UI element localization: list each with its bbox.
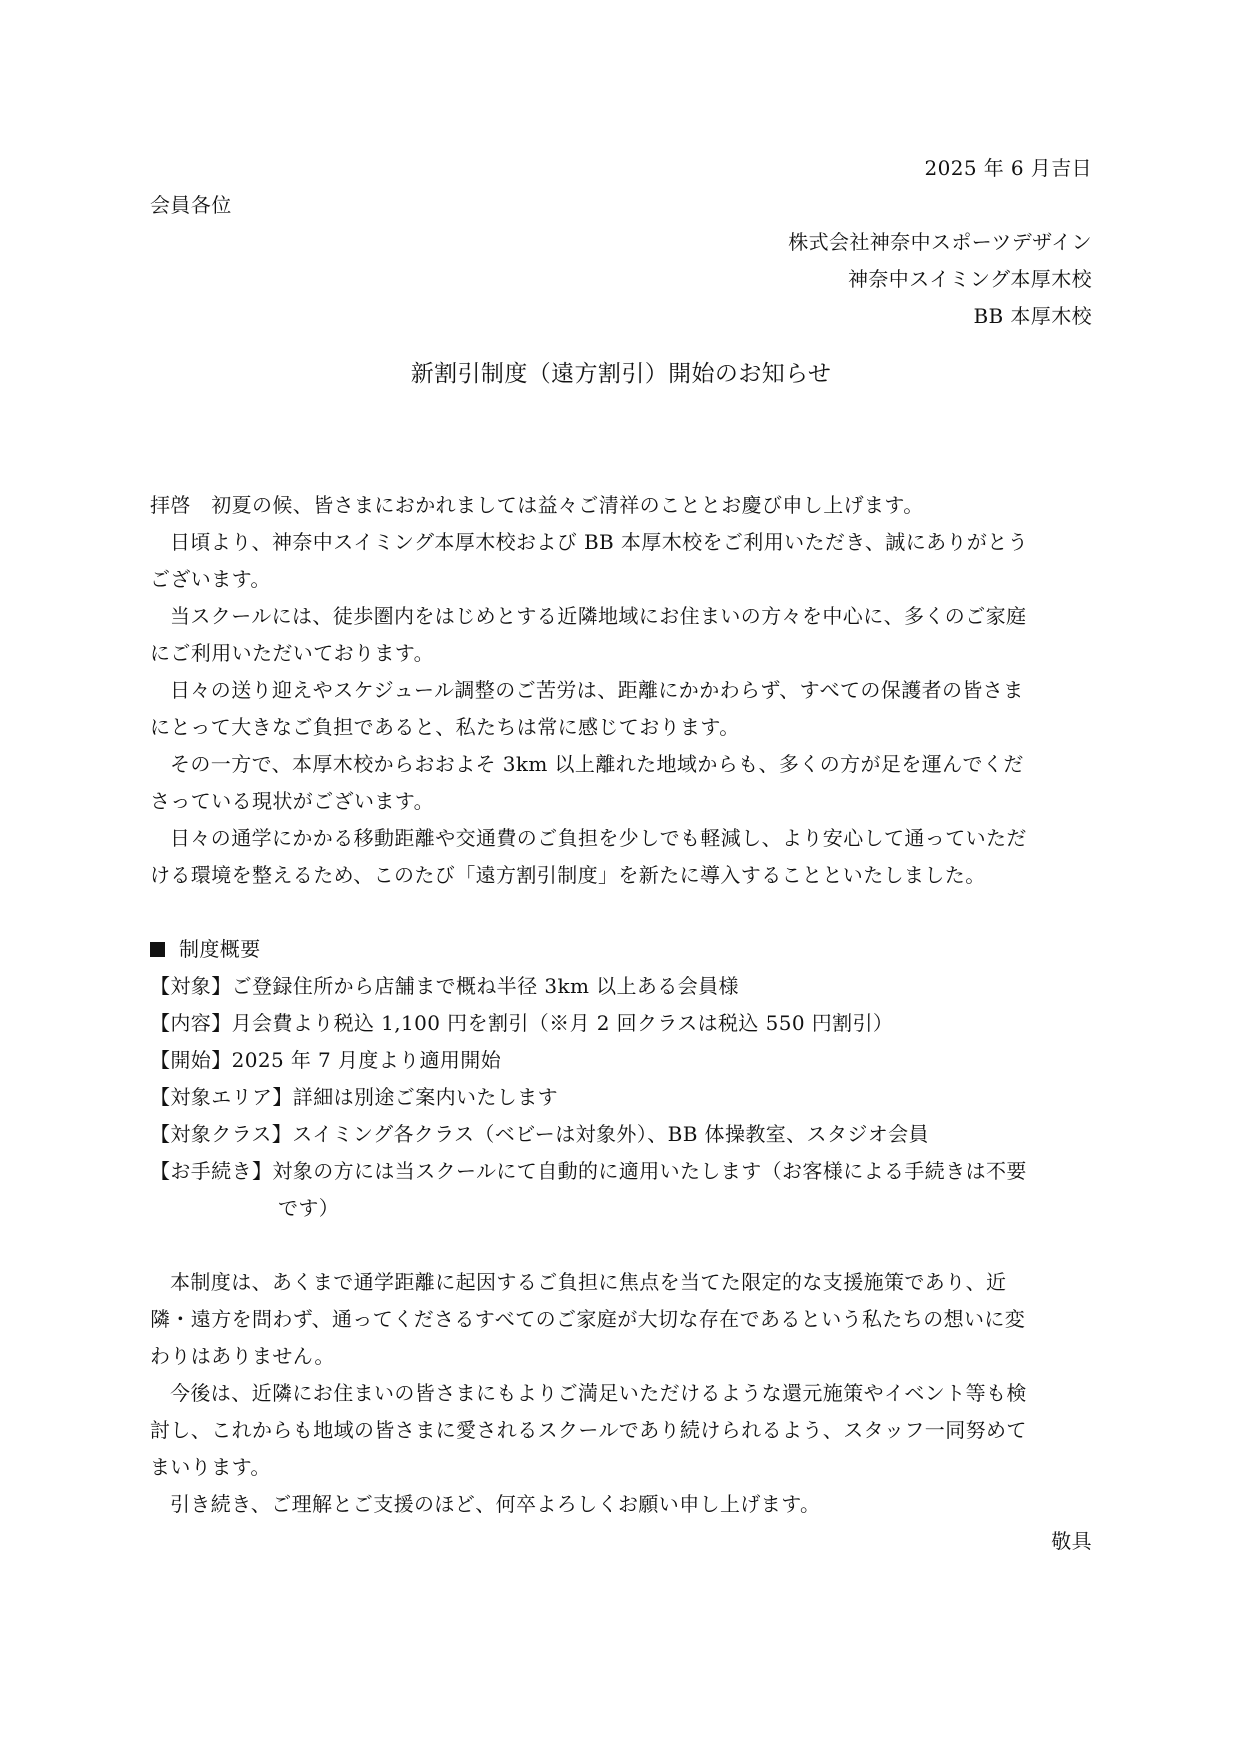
- closing-line: わりはありません。: [150, 1344, 335, 1368]
- overview-item: 【内容】月会費より税込 1,100 円を割引（※月 2 回クラスは税込 550 円割引）: [150, 1011, 894, 1035]
- closing-line: 討し、これからも地域の皆さまに愛されるスクールであり続けられるよう、スタッフ一同努めて: [150, 1418, 1027, 1442]
- intro-line: 当スクールには、徒歩圏内をはじめとする近隣地域にお住まいの方々を中心に、多くのご家庭: [170, 604, 1027, 628]
- closing-line: 引き続き、ご理解とご支援のほど、何卒よろしくお願い申し上げます。: [170, 1492, 821, 1516]
- sender-school-bb: BB 本厚木校: [973, 304, 1092, 328]
- intro-line: にご利用いただいております。: [150, 641, 434, 665]
- overview-item: 【対象】ご登録住所から店舗まで概ね半径 3km 以上ある会員様: [150, 974, 739, 998]
- closing-line: 隣・遠方を問わず、通ってくださるすべてのご家庭が大切な存在であるという私たちの想いに変: [150, 1307, 1026, 1331]
- intro-line: 日々の通学にかかる移動距離や交通費のご負担を少しでも軽減し、より安心して通っていただ: [170, 826, 1027, 850]
- overview-heading-text: 制度概要: [179, 937, 261, 961]
- intro-line: さっている現状がございます。: [150, 789, 434, 813]
- intro-line: その一方で、本厚木校からおおよそ 3km 以上離れた地域からも、多くの方が足を運んでくだ: [170, 752, 1024, 776]
- letter-page: [150, 0, 1092, 1755]
- intro-line: 拝啓 初夏の候、皆さまにおかれましては益々ご清祥のこととお慶び申し上げます。: [150, 493, 924, 517]
- intro-line: ける環境を整えるため、このたび「遠方割引制度」を新たに導入することといたしました。: [150, 863, 986, 887]
- sender-school-swimming: 神奈中スイミング本厚木校: [848, 267, 1092, 291]
- overview-item: 【開始】2025 年 7 月度より適用開始: [150, 1048, 502, 1072]
- overview-item-continuation: です）: [278, 1196, 340, 1220]
- closing-line: 本制度は、あくまで通学距離に起因するご負担に焦点を当てた限定的な支援施策であり、近: [170, 1270, 1007, 1294]
- closing-line: まいります。: [150, 1455, 271, 1479]
- sender-company: 株式会社神奈中スポーツデザイン: [788, 230, 1092, 254]
- intro-line: 日々の送り迎えやスケジュール調整のご苦労は、距離にかかわらず、すべての保護者の皆さま: [170, 678, 1024, 702]
- page-title: 新割引制度（遠方割引）開始のお知らせ: [410, 361, 832, 387]
- black-square-icon: [150, 942, 165, 957]
- recipient: 会員各位: [150, 193, 232, 217]
- closing-line: 今後は、近隣にお住まいの皆さまにもよりご満足いただけるような還元施策やイベント等も検: [170, 1381, 1027, 1405]
- intro-line: ございます。: [150, 567, 271, 591]
- overview-item: 【お手続き】対象の方には当スクールにて自動的に適用いたします（お客様による手続きは不要: [150, 1159, 1027, 1183]
- overview-heading: [150, 931, 261, 967]
- date: 2025 年 6 月吉日: [924, 156, 1092, 180]
- overview-item: 【対象クラス】スイミング各クラス（ベビーは対象外）、BB 体操教室、スタジオ会員: [150, 1122, 929, 1146]
- overview-item: 【対象エリア】詳細は別途ご案内いたします: [150, 1085, 558, 1109]
- intro-line: 日頃より、神奈中スイミング本厚木校および BB 本厚木校をご利用いただき、誠にありがとう: [170, 530, 1029, 554]
- intro-line: にとって大きなご負担であると、私たちは常に感じております。: [150, 715, 740, 739]
- sign-off: 敬具: [1051, 1529, 1092, 1553]
